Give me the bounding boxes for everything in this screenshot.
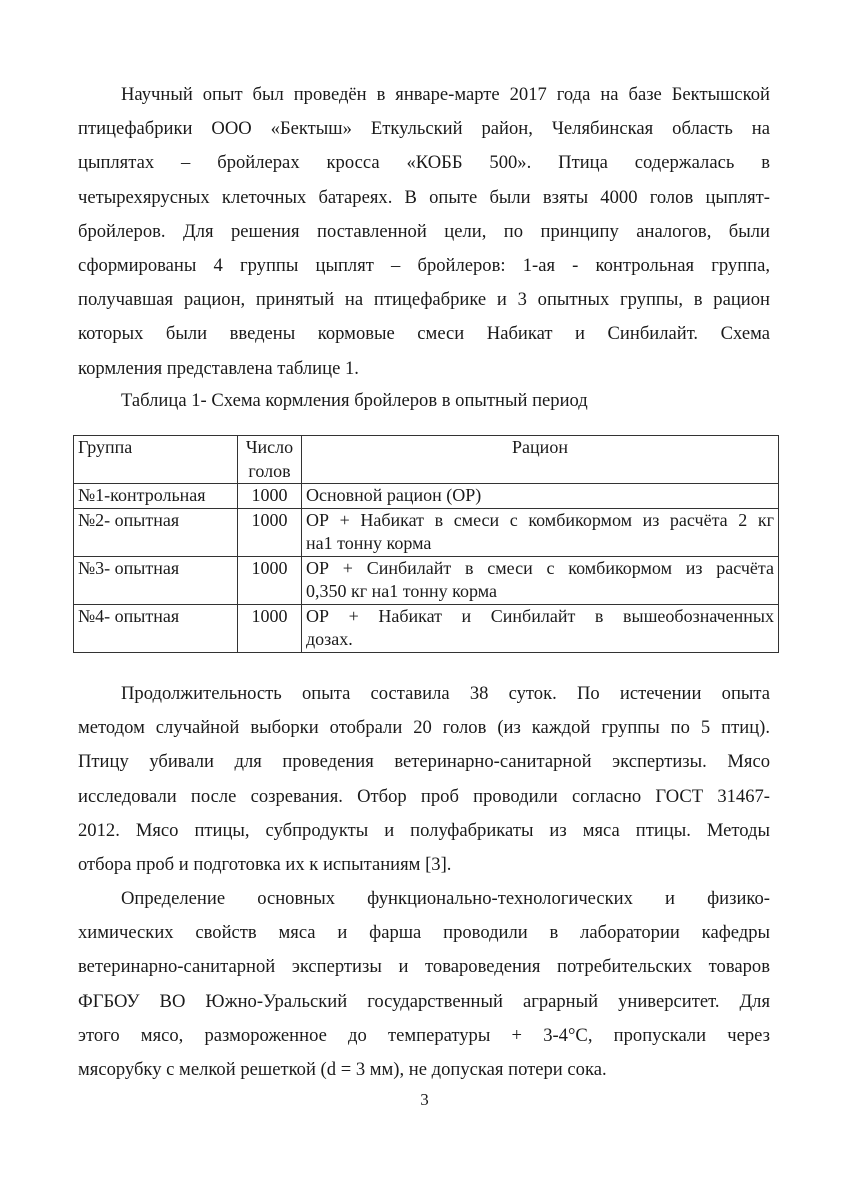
text-line: мясорубку с мелкой решеткой (d = 3 мм), не допуская потери сока.	[78, 1059, 607, 1081]
cell-ration	[302, 484, 779, 509]
text-line: отбора проб и подготовка их к испытаниям [3].	[78, 854, 452, 876]
cell-ration-line: на1 тонну корма	[306, 533, 432, 553]
header-count	[238, 436, 302, 484]
text-line: сформированы 4 группы цыплят – бройлеров: 1-ая - контрольная группа,	[78, 255, 770, 277]
cell-count: 1000	[238, 604, 302, 652]
text-line: этого мясо, размороженное до температуры + 3-4°С, пропускали через	[78, 1024, 770, 1046]
cell-group: №4- опытная	[74, 604, 238, 652]
table-row	[74, 508, 779, 556]
text-line: исследовали после созревания. Отбор проб проводили согласно ГОСТ 31467-	[78, 785, 770, 807]
text-line: кормления представлена таблице 1.	[78, 357, 359, 379]
text-line: Продолжительность опыта составила 38 суток. По истечении опыта	[121, 683, 770, 704]
text-line: цыплятах – бройлерах кросса «КОББ 500». Птица содержалась в	[78, 152, 770, 174]
cell-count: 1000	[238, 508, 302, 556]
text-line: ветеринарно-санитарной экспертизы и товароведения потребительских товаров	[78, 956, 770, 978]
text-line: 2012. Мясо птицы, субпродукты и полуфабрикаты из мяса птицы. Методы	[78, 819, 770, 841]
cell-group: №2- опытная	[74, 508, 238, 556]
table-caption: Таблица 1- Схема кормления бройлеров в опытный период	[121, 390, 588, 411]
cell-ration	[302, 508, 779, 556]
cell-count: 1000	[238, 484, 302, 509]
text-line: птицефабрики ООО «Бектыш» Еткульский район, Челябинская область на	[78, 118, 770, 140]
text-line: бройлеров. Для решения поставленной цели, по принципу аналогов, были	[78, 220, 770, 242]
cell-ration	[302, 556, 779, 604]
text-line: получавшая рацион, принятый на птицефабрике и 3 опытных группы, в рацион	[78, 289, 770, 311]
text-line: химических свойств мяса и фарша проводили в лаборатории кафедры	[78, 922, 770, 944]
table-row	[74, 604, 779, 652]
cell-ration-line: ОР + Синбилайт в смеси с комбикормом из расчёта	[306, 557, 774, 578]
table-row	[74, 484, 779, 509]
header-count-line2: голов	[248, 460, 291, 481]
table-row	[74, 556, 779, 604]
cell-group: №3- опытная	[74, 556, 238, 604]
header-group: Группа	[74, 436, 238, 484]
feeding-scheme-table	[73, 435, 779, 653]
cell-ration	[302, 604, 779, 652]
cell-ration-line: дозах.	[306, 629, 353, 649]
text-line: Определение основных функционально-технологических и физико-	[121, 888, 770, 909]
paragraph-experiment-duration	[78, 677, 770, 882]
text-line: ФГБОУ ВО Южно-Уральский государственный аграрный университет. Для	[78, 990, 770, 1012]
text-line: Птицу убивали для проведения ветеринарно-санитарной экспертизы. Мясо	[78, 751, 770, 773]
cell-count: 1000	[238, 556, 302, 604]
text-line: которых были введены кормовые смеси Набикат и Синбилайт. Схема	[78, 323, 770, 345]
text-line: Научный опыт был проведён в январе-марте 2017 года на базе Бектышской	[121, 84, 770, 105]
text-line: методом случайной выборки отобрали 20 голов (из каждой группы по 5 птиц).	[78, 717, 770, 739]
header-count-line1: Число	[245, 437, 294, 457]
cell-ration-line: ОР + Набикат и Синбилайт в вышеобозначенных	[306, 605, 774, 626]
cell-ration-line: Основной рацион (ОР)	[306, 485, 482, 505]
cell-ration-line: ОР + Набикат в смеси с комбикормом из расчёта 2 кг	[306, 509, 774, 530]
page-number: 3	[420, 1090, 429, 1109]
cell-group: №1-контрольная	[74, 484, 238, 509]
cell-ration-line: 0,350 кг на1 тонну корма	[306, 581, 497, 601]
table-header-row	[74, 436, 779, 484]
header-ration: Рацион	[302, 436, 779, 484]
paragraph-methods	[78, 882, 770, 1087]
paragraph-experiment-description	[78, 78, 770, 386]
text-line: четырехярусных клеточных батареях. В опыте были взяты 4000 голов цыплят-	[78, 186, 770, 208]
